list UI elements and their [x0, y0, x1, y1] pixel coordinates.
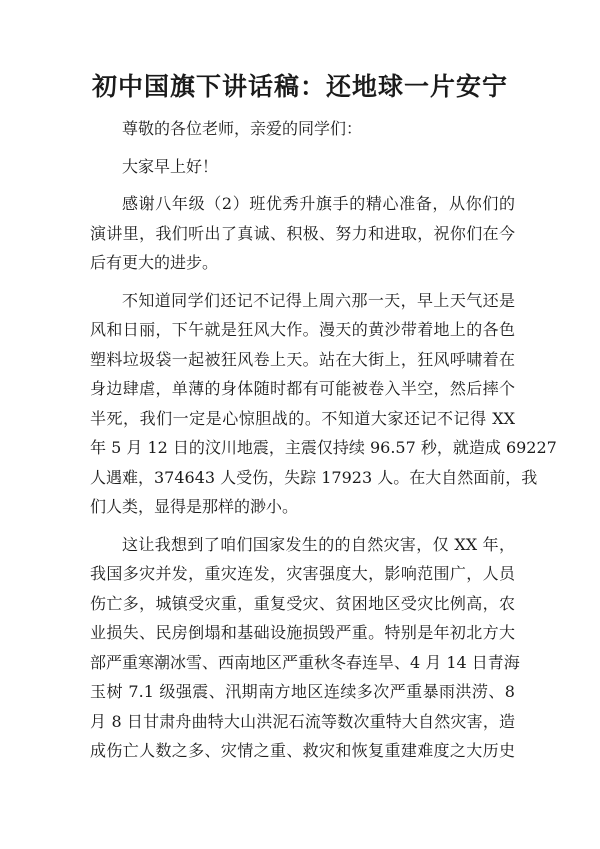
- paragraph-greeting: [90, 152, 515, 182]
- text-line: 尊敬的各位老师，亲爱的同学们：: [122, 119, 363, 138]
- paragraph-weather: [90, 286, 557, 522]
- page-title: 初中国旗下讲话稿：还地球一片安宁: [91, 72, 508, 101]
- paragraph-salutation: [90, 114, 515, 144]
- text-line: 不知道同学们还记不记得上周六那一天，早上天气还是: [122, 290, 515, 310]
- text-line: 大家早上好！: [122, 156, 219, 176]
- text-line: 风和日丽，下午就是狂风大作。漫天的黄沙带着地上的各色: [90, 320, 515, 339]
- document-body: [90, 114, 557, 766]
- text-line: 年 5 月 12 日的汶川地震，主震仅持续 96.57 秒，就造成 69227: [90, 438, 557, 457]
- text-line: 塑料垃圾袋一起被狂风卷上天。站在大街上，狂风呼啸着在: [90, 349, 515, 369]
- paragraph-gap: [90, 278, 515, 286]
- text-line: 后有更大的进步。: [90, 253, 219, 272]
- text-line: 演讲里，我们听出了真诚、积极、努力和进取，祝你们在今: [90, 223, 515, 243]
- text-line: 部严重寒潮冰雪、西南地区严重秋冬春连旱、4 月 14 日青海: [90, 652, 520, 672]
- text-line: 伤亡多，城镇受灾重，重复受灾、贫困地区受灾比例高，农: [90, 593, 515, 613]
- paragraph-gap: [90, 144, 515, 152]
- text-line: 成伤亡人数之多、灾情之重、救灾和恢复重建难度之大历史: [90, 741, 515, 760]
- text-line: 我国多灾并发，重灾连发，灾害强度大，影响范围广，人员: [90, 564, 515, 583]
- text-line: 这让我想到了咱们国家发生的的自然灾害，仅 XX 年，: [122, 534, 515, 554]
- text-line: 半死，我们一定是心惊胆战的。不知道大家还记不记得 XX: [90, 408, 515, 428]
- text-line: 月 8 日甘肃舟曲特大山洪泥石流等数次重特大自然灾害，造: [90, 711, 515, 731]
- text-line: 们人类，显得是那样的渺小。: [90, 497, 299, 516]
- paragraph-gap: [90, 522, 515, 530]
- text-line: 感谢八年级（2）班优秀升旗手的精心准备，从你们的: [122, 194, 515, 213]
- paragraph-gap: [90, 181, 515, 189]
- paragraph-thanks: [90, 189, 515, 278]
- text-line: 人遇难，374643 人受伤，失踪 17923 人。在大自然面前，我: [90, 467, 538, 487]
- text-line: 玉树 7.1 级强震、汛期南方地区连续多次严重暴雨洪涝、8: [90, 682, 515, 701]
- text-line: 身边肆虐，单薄的身体随时都有可能被卷入半空，然后摔个: [90, 379, 515, 398]
- paragraph-disasters: [90, 530, 520, 766]
- text-line: 业损失、民房倒塌和基础设施损毁严重。特别是年初北方大: [90, 623, 515, 642]
